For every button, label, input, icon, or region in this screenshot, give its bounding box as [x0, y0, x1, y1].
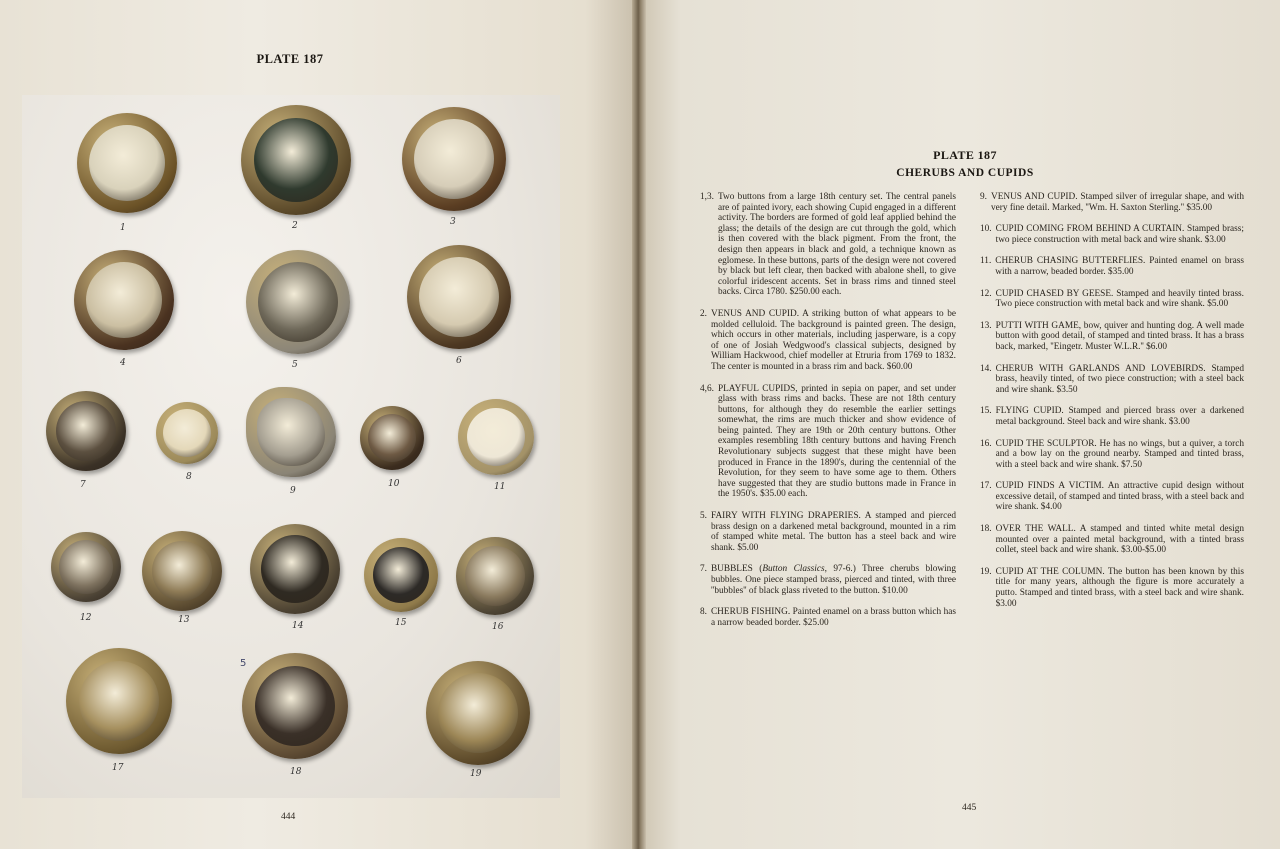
button-number-12: 12: [80, 613, 92, 623]
book-gutter: [632, 0, 646, 849]
button-10-face: [368, 414, 416, 462]
entry-text: CHERUB CHASING BUTTERFLIES. Painted enamel on brass with a narrow, beaded border. $35.00: [995, 256, 1244, 277]
button-9: [246, 387, 336, 477]
catalog-entry: [700, 309, 956, 373]
button-19: [426, 661, 530, 765]
catalog-entry: [980, 192, 1244, 213]
button-3: [402, 107, 506, 211]
entry-text: CUPID FINDS A VICTIM. An attractive cupid design without excessive detail, of stamped and tinted brass, with a steel back and wire shank. $4.00: [995, 481, 1244, 513]
button-3-face: [414, 119, 494, 199]
entry-number: 19.: [980, 566, 992, 577]
button-5-face: [258, 262, 338, 342]
catalog-column-left: [700, 192, 956, 639]
button-16: [456, 537, 534, 615]
button-number-4: 4: [120, 358, 126, 368]
button-16-face: [465, 546, 525, 606]
button-number-9: 9: [290, 486, 296, 496]
button-number-7: 7: [80, 480, 86, 490]
button-12: [51, 532, 121, 602]
left-page-number: 444: [281, 812, 296, 822]
entry-number: 4,6.: [700, 383, 714, 394]
entry-text: OVER THE WALL. A stamped and tinted white metal design mounted over a painted metal background, with a tinted brass collet, steel back and wire shank. $3.00-$5.00: [995, 524, 1244, 556]
button-number-16: 16: [492, 622, 504, 632]
button-18: [242, 653, 348, 759]
button-12-face: [59, 540, 113, 594]
catalog-entry: [700, 511, 956, 553]
button-17: [66, 648, 172, 754]
button-18-face: [255, 666, 335, 746]
catalog-column-right: [980, 192, 1244, 620]
catalog-entry: [980, 321, 1244, 353]
button-10: [360, 406, 424, 470]
entry-text: PUTTI WITH GAME, bow, quiver and hunting dog. A well made button with good detail, of stamped and tinted brass. It has a brass back, marked, ''Eingetr. Muster W.L.R.'' $6.00: [995, 320, 1244, 352]
catalog-entry: [980, 567, 1244, 609]
catalog-entry: [980, 406, 1244, 427]
entry-number: 7.: [700, 564, 707, 575]
button-14-face: [261, 535, 329, 603]
entry-text: PLAYFUL CUPIDS, printed in sepia on paper, and set under glass with brass rims and backs. These are not 18th century buttons, for although they do resemble the earlier settings somewhat, the rims are much thicker and show evidence of being painted. They are 19th or 20th century buttons. Other examples resembling 18th century buttons and having French Revolutionary subjects suggest that these might have been produced in France in the 1890's, during the centennial of the Revolution, for they seem to have some age to them. Others have suggested that they are studio buttons made in France in the 1950's. $35.00 each.: [717, 383, 956, 500]
entry-text: BUBBLES (Button Classics, 97-6.) Three cherubs blowing bubbles. One piece stamped brass, pierced and tinted, with three ''bubbles'' of black glass riveted to the button. $10.00: [710, 564, 956, 596]
button-number-8: 8: [186, 472, 192, 482]
button-9-face: [257, 398, 325, 466]
button-8: [156, 402, 218, 464]
entry-text: VENUS AND CUPID. Stamped silver of irregular shape, and with very fine detail. Marked, ''Wm. H. Saxton Sterling.'' $35.00: [990, 192, 1244, 213]
entry-text: FLYING CUPID. Stamped and pierced brass over a darkened metal background. Steel back and wire shank. $3.00: [995, 406, 1244, 427]
catalog-entry: [980, 364, 1244, 396]
button-8-face: [163, 409, 211, 457]
button-13: [142, 531, 222, 611]
button-5: [246, 250, 350, 354]
button-number-2: 2: [292, 221, 298, 231]
button-1-face: [89, 125, 165, 201]
button-number-10: 10: [388, 479, 400, 489]
right-plate-title: PLATE 187: [933, 148, 997, 162]
button-19-face: [438, 673, 518, 753]
catalog-entry: [980, 224, 1244, 245]
button-15-face: [373, 547, 429, 603]
right-page-number: 445: [962, 803, 977, 813]
button-number-14: 14: [292, 621, 304, 631]
entry-number: 9.: [980, 192, 987, 202]
entry-text: CHERUB WITH GARLANDS AND LOVEBIRDS. Stamped brass, heavily tinted, of two piece construction; with a steel back and wire shank. $3.50: [995, 363, 1244, 395]
catalog-entry: [980, 256, 1244, 277]
entry-number: 15.: [980, 406, 992, 417]
button-13-face: [152, 541, 212, 601]
entry-number: 1,3.: [700, 192, 714, 202]
button-number-13: 13: [178, 615, 190, 625]
entry-text: VENUS AND CUPID. A striking button of what appears to be molded celluloid. The background is painted green. The design, which occurs in other materials, including jasperware, is a copy of one of Josiah Wedgwood's classical subjects, designed by William Hackwood, chief modeller at Etruria from 1769 to 1832. The center is mounted in a brass rim and back. $60.00: [710, 308, 956, 372]
button-6-face: [419, 257, 499, 337]
button-number-17: 17: [112, 763, 124, 773]
entry-text: CUPID CHASED BY GEESE. Stamped and heavily tinted brass. Two piece construction with metal back and wire shank. $5.00: [995, 288, 1244, 310]
button-number-18: 18: [290, 767, 302, 777]
button-11-face: [467, 408, 525, 466]
handwritten-mark-18: 5: [240, 658, 247, 669]
catalog-entry: [700, 384, 956, 501]
entry-text: Two buttons from a large 18th century set. The central panels are of painted ivory, each showing Cupid engaged in a different activity. The borders are formed of gold leaf applied behind the glass; the details of the design are cut through the gold, which is then covered with the black pigment. From the front, the design then appears in black and gold, a technique known as eglomese. In these buttons, parts of the design were not covered by black but left clear, then backed with abalone shell, to give colorful iridescent accents. Set in brass rims and tinned steel backs. Circa 1780. $250.00 each.: [717, 192, 956, 298]
entry-number: 12.: [980, 288, 992, 299]
left-plate-title: PLATE 187: [256, 52, 324, 66]
button-6: [407, 245, 511, 349]
button-14: [250, 524, 340, 614]
catalog-entry: [980, 481, 1244, 513]
entry-text: FAIRY WITH FLYING DRAPERIES. A stamped and pierced brass design on a darkened metal background, mounted in a rim of stamped white metal. The button has a steel back and wire shank. $5.00: [710, 511, 956, 553]
catalog-entry: [700, 607, 956, 628]
button-11: [458, 399, 534, 475]
button-1: [77, 113, 177, 213]
entry-text: CUPID THE SCULPTOR. He has no wings, but a quiver, a torch and a bow lay on the ground nearby. Stamped and tinted brass, with a steel back and wire shank. $7.50: [995, 438, 1244, 470]
button-17-face: [79, 661, 159, 741]
entry-text: CHERUB FISHING. Painted enamel on a brass button which has a narrow beaded border. $25.00: [710, 607, 956, 628]
button-number-1: 1: [120, 223, 126, 233]
entry-number: 13.: [980, 320, 992, 331]
button-number-6: 6: [456, 356, 462, 366]
catalog-entry: [700, 564, 956, 596]
button-number-11: 11: [494, 482, 506, 492]
catalog-entry: [700, 192, 956, 298]
right-plate-subtitle: CHERUBS AND CUPIDS: [896, 167, 1034, 179]
entry-number: 8.: [700, 607, 707, 618]
entry-number: 16.: [980, 438, 992, 449]
button-number-3: 3: [450, 217, 456, 227]
catalog-entry: [980, 439, 1244, 471]
entry-number: 14.: [980, 363, 992, 374]
entry-text: CUPID AT THE COLUMN. The button has been known by this title for many years, although the figure is more accurately a putto. Stamped and tinted brass, with a steel back and wire shank. $3.00: [995, 566, 1244, 609]
catalog-entry: [980, 524, 1244, 556]
button-7: [46, 391, 126, 471]
entry-italic-reference: Button Classics: [762, 564, 825, 575]
entry-number: 10.: [980, 224, 992, 235]
button-15: [364, 538, 438, 612]
entry-number: 18.: [980, 524, 992, 535]
button-2: [241, 105, 351, 215]
button-number-5: 5: [292, 360, 298, 370]
entry-number: 17.: [980, 481, 992, 492]
button-number-19: 19: [470, 769, 482, 779]
button-4-face: [86, 262, 162, 338]
catalog-entry: [980, 289, 1244, 310]
entry-number: 2.: [700, 308, 707, 319]
button-4: [74, 250, 174, 350]
button-number-15: 15: [395, 618, 407, 628]
entry-text: CUPID COMING FROM BEHIND A CURTAIN. Stamped brass; two piece construction with metal back and wire shank. $3.00: [995, 224, 1244, 245]
entry-number: 11.: [980, 256, 992, 267]
button-plate-photo: [22, 95, 560, 798]
button-2-face: [254, 118, 338, 202]
button-7-face: [56, 401, 116, 461]
entry-number: 5.: [700, 511, 707, 522]
